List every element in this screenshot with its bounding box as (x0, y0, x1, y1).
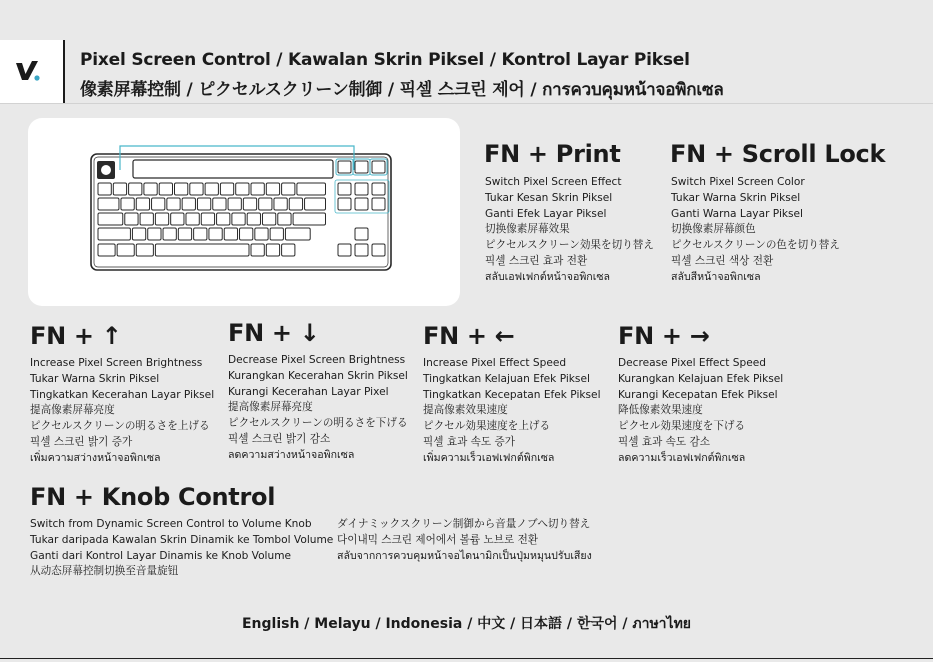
fn-up-heading: FN + ↑ (30, 322, 122, 350)
key (194, 228, 207, 240)
description-line: 픽셀 효과 속도 증가 (423, 435, 515, 448)
key (240, 228, 253, 240)
key (175, 183, 188, 195)
description-line: 降低像素效果速度 (618, 404, 703, 417)
description-line: เพิ่มความสว่างหน้าจอพิกเซล (30, 451, 161, 464)
nav-key (355, 198, 368, 210)
nav-key (338, 183, 351, 195)
key (163, 228, 176, 240)
key (140, 213, 153, 225)
key (274, 198, 287, 210)
description-line: 픽셀 스크린 밝기 증가 (30, 435, 133, 448)
description-line: 픽셀 스크린 효과 전환 (485, 254, 588, 267)
description-line: Ganti Efek Layar Piksel (485, 207, 607, 220)
description-line: Kurangi Kecepatan Efek Piksel (618, 388, 778, 401)
description-line: Switch from Dynamic Screen Control to Volume Knob (30, 518, 312, 530)
description-line: ピクセル効果速度を上げる (423, 420, 551, 433)
header-separator (0, 103, 933, 104)
description-line: ピクセル効果速度を下げる (618, 420, 746, 433)
description-line: Tingkatkan Kecerahan Layar Piksel (30, 388, 215, 401)
bottom-rule (0, 658, 933, 659)
key (98, 244, 115, 256)
description-line: 切换像素屏幕颜色 (671, 223, 756, 236)
key (224, 228, 237, 240)
footer-languages: English / Melayu / Indonesia / 中文 / 日本語 / 한국어 / ภาษาไทย (241, 616, 692, 632)
key (297, 183, 326, 195)
key (217, 213, 230, 225)
description-line: ลดความสว่างหน้าจอพิกเซล (228, 448, 355, 461)
header-divider (63, 40, 65, 103)
key (243, 198, 256, 210)
logo-box (0, 40, 63, 103)
key (121, 198, 134, 210)
fn-knob-description-left (30, 517, 333, 580)
key (129, 183, 142, 195)
key (98, 228, 130, 240)
description-line: 切换像素屏幕效果 (485, 223, 570, 236)
fn-right-heading: FN + → (618, 322, 710, 350)
key (278, 213, 291, 225)
key (98, 198, 119, 210)
description-line: เพิ่มความเร็วเอฟเฟกต์พิกเซล (423, 451, 555, 464)
key (282, 244, 295, 256)
fn-scroll-lock-heading: FN + Scroll Lock (670, 140, 886, 168)
fn-knob-heading: FN + Knob Control (30, 483, 276, 511)
page-title-translations: 像素屏幕控制 / ピクセルスクリーン制御 / 픽셀 스크린 제어 / การควบคุมหน้าจอพิกเซล (80, 80, 724, 100)
description-line: Ganti dari Kontrol Layar Dinamis ke Knob Volume (30, 549, 292, 562)
key (293, 213, 325, 225)
function-key (355, 161, 368, 173)
key (247, 213, 260, 225)
key (117, 244, 134, 256)
key (125, 213, 138, 225)
description-line: สลับเอฟเฟกต์หน้าจอพิกเซล (485, 270, 611, 283)
key (167, 198, 180, 210)
key (251, 244, 264, 256)
key (289, 198, 302, 210)
key (270, 228, 283, 240)
key (171, 213, 184, 225)
description-line: Tukar Kesan Skrin Piksel (485, 191, 613, 204)
key (178, 228, 191, 240)
function-key (372, 161, 385, 173)
description-line: 提高像素效果速度 (423, 404, 508, 417)
knob-dial (101, 165, 111, 175)
nav-key (338, 198, 351, 210)
key (182, 198, 195, 210)
fn-left-heading: FN + ← (423, 322, 515, 350)
description-line: Decrease Pixel Screen Brightness (228, 354, 406, 366)
keyboard-illustration (28, 118, 460, 306)
nav-key (355, 183, 368, 195)
description-line: ピクセルスクリーンの色を切り替え (671, 239, 840, 252)
fn-scroll-lock-description (671, 175, 840, 286)
key (305, 198, 326, 210)
key (136, 244, 153, 256)
fn-left-description (423, 356, 601, 467)
fn-print-description (485, 175, 654, 286)
key (152, 198, 165, 210)
description-line: ダイナミックスクリーン制御から音量ノブへ切り替え (337, 518, 591, 530)
description-line: สลับสีหน้าจอพิกเซล (671, 270, 761, 283)
key (228, 198, 241, 210)
key (201, 213, 214, 225)
arrow-key (372, 244, 385, 256)
fn-print-heading: FN + Print (484, 140, 621, 168)
key (186, 213, 199, 225)
description-line: Switch Pixel Screen Color (671, 176, 805, 188)
key (136, 198, 149, 210)
key (255, 228, 268, 240)
description-line: Tingkatkan Kelajuan Efek Piksel (423, 372, 590, 385)
keyboard-card (28, 118, 460, 306)
description-line: สลับจากการควบคุมหน้าจอไดนามิกเป็นปุ่มหมุนปรับเสียง (337, 549, 592, 562)
key (197, 198, 210, 210)
key (155, 244, 249, 256)
key (205, 183, 218, 195)
fn-right-description (618, 356, 783, 467)
key (262, 213, 275, 225)
description-line: 픽셀 효과 속도 감소 (618, 435, 710, 448)
key (113, 183, 126, 195)
description-line: Tingkatkan Kecepatan Efek Piksel (423, 388, 601, 401)
fn-down-heading: FN + ↓ (228, 319, 320, 347)
description-line: 다이내믹 스크린 제어에서 볼륨 노브로 전환 (337, 533, 539, 546)
function-key (338, 161, 351, 173)
key (132, 228, 145, 240)
description-line: 픽셀 스크린 색상 전환 (671, 254, 774, 267)
key (213, 198, 226, 210)
page-title: Pixel Screen Control / Kawalan Skrin Piksel / Kontrol Layar Piksel (80, 50, 690, 70)
arrow-up-key (355, 228, 368, 240)
key (98, 183, 111, 195)
arrow-key (338, 244, 351, 256)
arrow-key (355, 244, 368, 256)
description-line: Kurangkan Kecerahan Skrin Piksel (228, 369, 408, 382)
key (148, 228, 161, 240)
key (282, 183, 295, 195)
description-line: Switch Pixel Screen Effect (485, 176, 622, 188)
description-line: 픽셀 스크린 밝기 감소 (228, 432, 331, 445)
key (285, 228, 310, 240)
description-line: ピクセルスクリーンの明るさを下げる (228, 417, 408, 430)
description-line: Tukar Warna Skrin Piksel (30, 372, 160, 385)
description-line: Decrease Pixel Effect Speed (618, 357, 766, 369)
key (236, 183, 249, 195)
description-line: 从动态屏幕控制切换至音量旋钮 (30, 565, 179, 578)
key (266, 183, 279, 195)
description-line: ピクセルスクリーン効果を切り替え (485, 239, 654, 252)
key (232, 213, 245, 225)
key (220, 183, 233, 195)
description-line: Ganti Warna Layar Piksel (671, 207, 804, 220)
description-line: 提高像素屏幕亮度 (30, 404, 115, 417)
brand-v-logo-icon (14, 58, 48, 84)
description-line: Tukar Warna Skrin Piksel (671, 191, 801, 204)
nav-key (372, 183, 385, 195)
key (155, 213, 168, 225)
description-line: Increase Pixel Effect Speed (423, 357, 567, 369)
key (209, 228, 222, 240)
description-line: Kurangi Kecerahan Layar Pixel (228, 385, 389, 398)
description-line: 提高像素屏幕亮度 (228, 401, 313, 414)
description-line: ピクセルスクリーンの明るさを上げる (30, 420, 210, 433)
fn-down-description (228, 353, 408, 464)
key (159, 183, 172, 195)
nav-key (372, 198, 385, 210)
description-line: Tukar daripada Kawalan Skrin Dinamik ke Tombol Volume (30, 533, 334, 546)
fn-up-description (30, 356, 214, 467)
description-line: Increase Pixel Screen Brightness (30, 357, 203, 369)
key (266, 244, 279, 256)
fn-knob-description-right (337, 517, 592, 564)
key (251, 183, 264, 195)
key (144, 183, 157, 195)
key (190, 183, 203, 195)
description-line: ลดความเร็วเอฟเฟกต์พิกเซล (618, 451, 746, 464)
pixel-screen (133, 160, 333, 178)
key (98, 213, 123, 225)
description-line: Kurangkan Kelajuan Efek Piksel (618, 372, 784, 385)
key (259, 198, 272, 210)
